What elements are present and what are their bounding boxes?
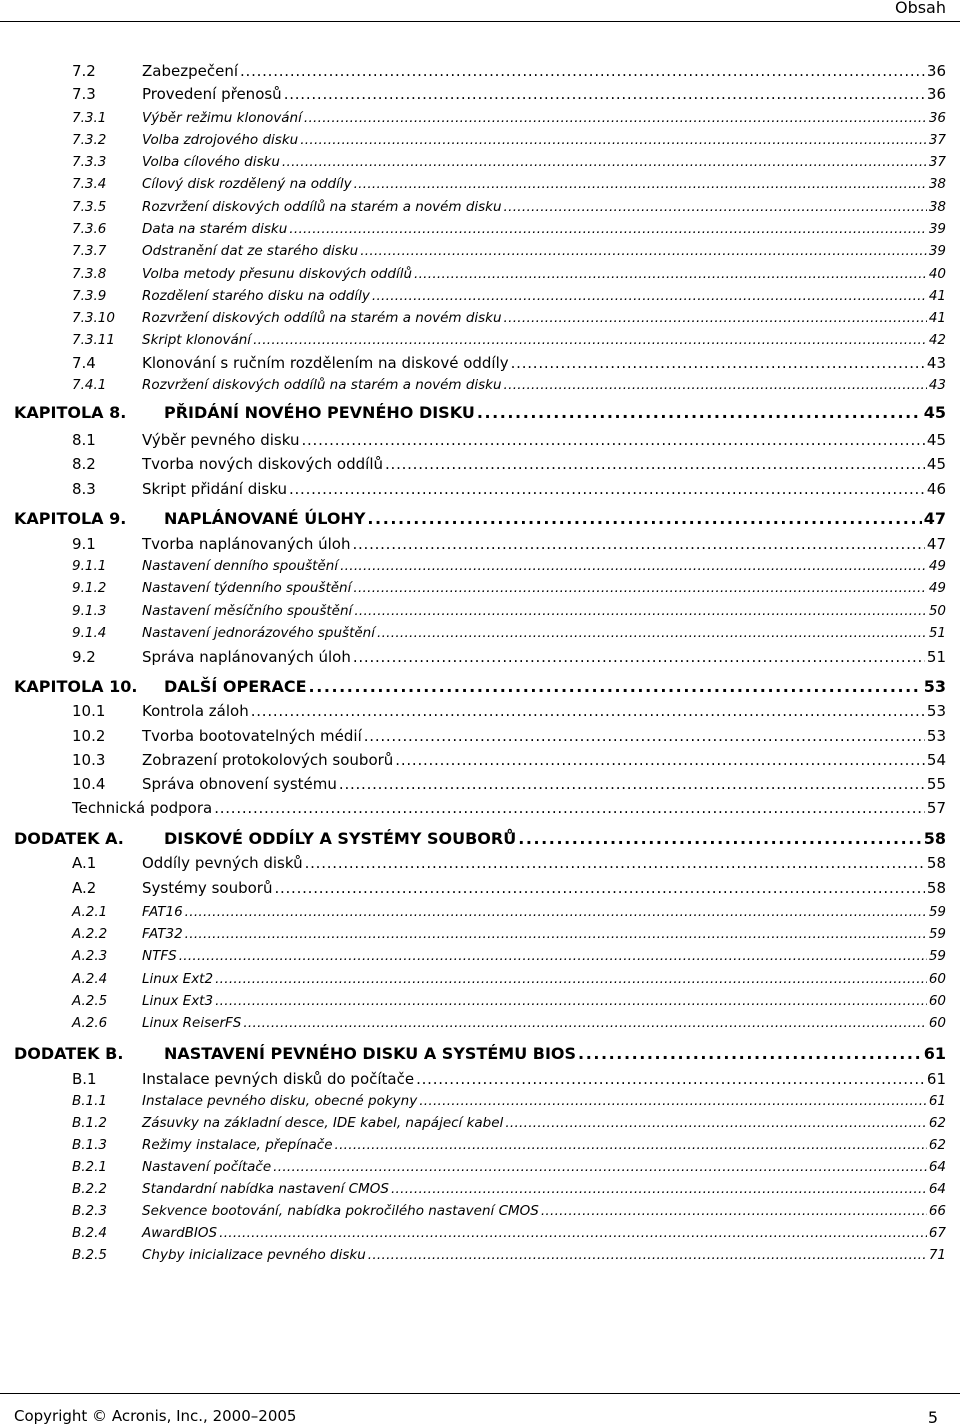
toc-entry-page[interactable]: 58 xyxy=(923,829,946,848)
toc-entry[interactable] xyxy=(0,332,960,348)
toc-entry-page[interactable]: 39 xyxy=(928,243,946,259)
toc-entry-page[interactable]: 55 xyxy=(926,775,946,793)
toc-dot-leader xyxy=(368,1247,927,1263)
toc-entry[interactable] xyxy=(0,480,960,498)
toc-entry-number: B.2.2 xyxy=(72,1181,108,1197)
toc-dot-leader xyxy=(504,199,927,215)
toc-entry-number: 7.3.11 xyxy=(72,332,115,348)
toc-entry-page[interactable]: 67 xyxy=(928,1225,946,1241)
toc-entry-page[interactable]: 71 xyxy=(928,1247,946,1263)
toc-entry-title[interactable]: Standardní nabídka nastavení CMOS xyxy=(142,1181,389,1197)
toc-entry-title[interactable]: PŘIDÁNÍ NOVÉHO PEVNÉHO DISKU xyxy=(164,403,475,422)
toc-entry-number: 7.3.2 xyxy=(72,132,107,148)
toc-entry-title[interactable]: AwardBIOS xyxy=(142,1225,218,1241)
toc-entry-page[interactable]: 45 xyxy=(923,403,946,422)
toc-dot-leader xyxy=(504,310,927,326)
toc-entry-number: B.2.5 xyxy=(72,1247,108,1263)
toc-entry[interactable] xyxy=(0,775,960,793)
toc-dot-leader xyxy=(289,480,925,498)
toc-entry[interactable] xyxy=(0,829,960,848)
toc-entry[interactable] xyxy=(0,625,960,641)
toc-entry-number: DODATEK B. xyxy=(14,1044,124,1063)
toc-entry[interactable] xyxy=(0,310,960,326)
toc-entry-number: 7.3.9 xyxy=(72,288,107,304)
toc-entry-title[interactable]: Tvorba nových diskových oddílů xyxy=(142,455,383,473)
toc-entry-number: 7.4.1 xyxy=(72,377,107,393)
toc-entry-title[interactable]: Systémy souborů xyxy=(142,879,273,897)
toc-entry[interactable] xyxy=(0,971,960,987)
toc-entry[interactable] xyxy=(0,799,960,817)
toc-entry-title[interactable]: Instalace pevného disku, obecné pokyny xyxy=(142,1093,418,1109)
toc-entry[interactable] xyxy=(0,948,960,964)
toc-entry-page[interactable]: 47 xyxy=(926,535,946,553)
footer-rule xyxy=(0,1393,960,1394)
toc-entry[interactable] xyxy=(0,727,960,745)
toc-entry-title[interactable]: Volba zdrojového disku xyxy=(142,132,299,148)
toc-entry[interactable] xyxy=(0,199,960,215)
toc-entry-title[interactable]: Sekvence bootování, nabídka pokročilého nastavení CMOS xyxy=(142,1203,539,1219)
toc-entry-title[interactable]: Správa obnovení systému xyxy=(142,775,337,793)
toc-dot-leader xyxy=(414,266,927,282)
toc-dot-leader xyxy=(339,775,925,793)
toc-dot-leader xyxy=(372,288,927,304)
toc-entry-number: B.1.1 xyxy=(72,1093,108,1109)
toc-dot-leader xyxy=(364,727,925,745)
toc-entry-number: 8.3 xyxy=(72,480,96,498)
toc-entry-number: 7.4 xyxy=(72,354,96,372)
toc-entry-number: B.1.2 xyxy=(72,1115,108,1131)
toc-entry-page[interactable]: 57 xyxy=(926,799,946,817)
toc-entry-number: 9.1.1 xyxy=(72,558,107,574)
toc-dot-leader xyxy=(353,580,926,596)
toc-entry-page[interactable]: 54 xyxy=(926,751,946,769)
toc-entry[interactable] xyxy=(0,110,960,126)
toc-entry-number: 10.2 xyxy=(72,727,106,745)
toc-entry[interactable] xyxy=(0,431,960,449)
toc-entry-page[interactable]: 62 xyxy=(928,1115,946,1131)
toc-entry[interactable] xyxy=(0,535,960,553)
toc-entry-page[interactable]: 51 xyxy=(928,625,946,641)
toc-entry-title[interactable]: Chyby inicializace pevného disku xyxy=(142,1247,366,1263)
toc-entry[interactable] xyxy=(0,702,960,720)
toc-entry[interactable] xyxy=(0,132,960,148)
toc-entry-title[interactable]: Volba cílového disku xyxy=(142,154,280,170)
toc-entry[interactable] xyxy=(0,926,960,942)
toc-dot-leader xyxy=(215,971,927,987)
toc-entry-page[interactable]: 61 xyxy=(926,1070,946,1088)
toc-entry-page[interactable]: 42 xyxy=(928,332,946,348)
toc-entry-page[interactable]: 36 xyxy=(926,62,946,80)
toc-entry[interactable] xyxy=(0,354,960,372)
toc-entry-number: 10.4 xyxy=(72,775,106,793)
toc-dot-leader xyxy=(354,176,927,192)
toc-entry-number: 7.2 xyxy=(72,62,96,80)
toc-entry[interactable] xyxy=(0,854,960,872)
toc-dot-leader xyxy=(304,110,927,126)
toc-dot-leader xyxy=(360,243,927,259)
toc-dot-leader xyxy=(477,403,922,422)
toc-entry-page[interactable]: 49 xyxy=(928,580,946,596)
toc-entry-title[interactable]: Tvorba bootovatelných médií xyxy=(142,727,362,745)
toc-dot-leader xyxy=(289,221,927,237)
toc-dot-leader xyxy=(518,829,922,848)
toc-entry-page[interactable]: 53 xyxy=(926,727,946,745)
toc-entry-page[interactable]: 36 xyxy=(926,85,946,103)
toc-entry-title[interactable]: Klonování s ručním rozdělením na diskové oddíly xyxy=(142,354,509,372)
toc-entry-page[interactable]: 46 xyxy=(926,480,946,498)
toc-dot-leader xyxy=(504,377,927,393)
toc-entry-page[interactable]: 61 xyxy=(923,1044,946,1063)
toc-dot-leader xyxy=(377,625,927,641)
toc-entry-number: B.2.3 xyxy=(72,1203,108,1219)
toc-entry[interactable] xyxy=(0,288,960,304)
toc-dot-leader xyxy=(385,455,925,473)
toc-dot-leader xyxy=(305,854,925,872)
toc-entry-number: 9.2 xyxy=(72,648,96,666)
toc-entry-number: B.1 xyxy=(72,1070,97,1088)
toc-entry-number: A.2.5 xyxy=(72,993,108,1009)
toc-entry-title[interactable]: Tvorba naplánovaných úloh xyxy=(142,535,351,553)
toc-entry-number: 7.3.3 xyxy=(72,154,107,170)
toc-entry-page[interactable]: 53 xyxy=(926,702,946,720)
toc-entry-number: 9.1.2 xyxy=(72,580,107,596)
toc-entry[interactable] xyxy=(0,1203,960,1219)
toc-entry-title[interactable]: Data na starém disku xyxy=(142,221,288,237)
toc-entry-page[interactable]: 51 xyxy=(926,648,946,666)
toc-entry-title[interactable]: Provedení přenosů xyxy=(142,85,282,103)
toc-entry-page[interactable]: 61 xyxy=(928,1093,946,1109)
toc-dot-leader xyxy=(301,431,924,449)
toc-entry[interactable] xyxy=(0,266,960,282)
toc-dot-leader xyxy=(179,948,927,964)
toc-entry[interactable] xyxy=(0,1093,960,1109)
toc-entry[interactable] xyxy=(0,1015,960,1031)
toc-entry-page[interactable]: 37 xyxy=(928,154,946,170)
toc-entry[interactable] xyxy=(0,1137,960,1153)
toc-entry-number: A.2.6 xyxy=(72,1015,108,1031)
toc-entry[interactable] xyxy=(0,879,960,897)
toc-entry-title[interactable]: NTFS xyxy=(142,948,177,964)
toc-entry-title[interactable]: Rozvržení diskových oddílů na starém a novém disku xyxy=(142,377,502,393)
toc-entry[interactable] xyxy=(0,1070,960,1088)
toc-entry-page[interactable]: 60 xyxy=(928,993,946,1009)
footer-page-number: 5 xyxy=(927,1408,938,1427)
header-section-label: Obsah xyxy=(894,0,946,17)
toc-dot-leader xyxy=(253,332,927,348)
toc-entry-page[interactable]: 43 xyxy=(928,377,946,393)
toc-entry-page[interactable]: 59 xyxy=(928,926,946,942)
toc-dot-leader xyxy=(335,1137,927,1153)
toc-entry-title[interactable]: Rozvržení diskových oddílů na starém a novém disku xyxy=(142,199,502,215)
toc-entry-title[interactable]: Správa naplánovaných úloh xyxy=(142,648,351,666)
toc-entry-page[interactable]: 59 xyxy=(928,904,946,920)
toc-entry[interactable] xyxy=(0,85,960,103)
toc-dot-leader xyxy=(251,702,925,720)
toc-entry-page[interactable]: 49 xyxy=(928,558,946,574)
toc-dot-leader xyxy=(273,1159,927,1175)
toc-entry-page[interactable]: 60 xyxy=(928,971,946,987)
toc-entry-number: 10.1 xyxy=(72,702,106,720)
toc-entry-page[interactable]: 47 xyxy=(923,509,946,528)
toc-entry[interactable] xyxy=(0,509,960,528)
toc-entry-page[interactable]: 50 xyxy=(928,603,946,619)
toc-entry-page[interactable]: 36 xyxy=(928,110,946,126)
toc-entry-number: 7.3.4 xyxy=(72,176,107,192)
toc-dot-leader xyxy=(243,1015,926,1031)
toc-entry-number: 7.3 xyxy=(72,85,96,103)
toc-entry-number: 8.2 xyxy=(72,455,96,473)
toc-entry-page[interactable]: 38 xyxy=(928,199,946,215)
toc-entry-number: 7.3.5 xyxy=(72,199,107,215)
toc-dot-leader xyxy=(578,1044,922,1063)
toc-dot-leader xyxy=(340,558,927,574)
toc-dot-leader xyxy=(215,993,927,1009)
toc-entry-title[interactable]: Linux ReiserFS xyxy=(142,1015,242,1031)
toc-entry-title[interactable]: Skript přidání disku xyxy=(142,480,287,498)
toc-entry-title[interactable]: Skript klonování xyxy=(142,332,252,348)
toc-entry-title[interactable]: Instalace pevných disků do počítače xyxy=(142,1070,415,1088)
toc-entry-number: DODATEK A. xyxy=(14,829,124,848)
toc-entry-title[interactable]: Nastavení jednorázového spuštění xyxy=(142,625,375,641)
toc-entry-title[interactable]: Režimy instalace, přepínače xyxy=(142,1137,333,1153)
toc-entry-page[interactable]: 38 xyxy=(928,176,946,192)
toc-entry-title[interactable]: Odstranění dat ze starého disku xyxy=(142,243,359,259)
toc-dot-leader xyxy=(416,1070,925,1088)
toc-dot-leader xyxy=(284,85,925,103)
toc-entry-number: 7.3.10 xyxy=(72,310,115,326)
toc-entry-number: 9.1.4 xyxy=(72,625,107,641)
toc-entry-number: A.2.1 xyxy=(72,904,108,920)
toc-dot-leader xyxy=(240,62,925,80)
toc-entry[interactable] xyxy=(0,243,960,259)
toc-entry[interactable] xyxy=(0,455,960,473)
toc-entry-page[interactable]: 62 xyxy=(928,1137,946,1153)
toc-entry[interactable] xyxy=(0,993,960,1009)
toc-entry-title[interactable]: DALŠÍ OPERACE xyxy=(164,677,307,696)
toc-dot-leader xyxy=(309,677,922,696)
toc-dot-leader xyxy=(352,535,924,553)
toc-dot-leader xyxy=(185,926,927,942)
toc-dot-leader xyxy=(300,132,927,148)
toc-entry-number: A.2.4 xyxy=(72,971,108,987)
toc-entry[interactable] xyxy=(0,377,960,393)
toc-entry-number: 9.1.3 xyxy=(72,603,107,619)
toc-entry[interactable] xyxy=(0,154,960,170)
toc-entry[interactable] xyxy=(0,403,960,422)
toc-entry-number: KAPITOLA 9. xyxy=(14,509,127,528)
toc-dot-leader xyxy=(185,904,927,920)
toc-entry-page[interactable]: 53 xyxy=(923,677,946,696)
toc-entry-title[interactable]: Technická podpora xyxy=(72,799,213,817)
toc-entry-title[interactable]: Rozvržení diskových oddílů na starém a novém disku xyxy=(142,310,502,326)
toc-entry-page[interactable]: 58 xyxy=(926,879,946,897)
toc-entry-page[interactable]: 40 xyxy=(928,266,946,282)
toc-entry-title[interactable]: Linux Ext3 xyxy=(142,993,214,1009)
toc-entry-title[interactable]: Linux Ext2 xyxy=(142,971,214,987)
toc-entry-number: KAPITOLA 8. xyxy=(14,403,127,422)
toc-entry-title[interactable]: DISKOVÉ ODDÍLY A SYSTÉMY SOUBORŮ xyxy=(164,829,517,848)
toc-entry[interactable] xyxy=(0,677,960,696)
toc-dot-leader xyxy=(391,1181,927,1197)
toc-entry-page[interactable]: 66 xyxy=(928,1203,946,1219)
toc-dot-leader xyxy=(367,509,921,528)
toc-entry[interactable] xyxy=(0,1181,960,1197)
toc-entry-page[interactable]: 37 xyxy=(928,132,946,148)
toc-entry-number: A.2.2 xyxy=(72,926,108,942)
toc-entry-title[interactable]: Nastavení měsíčního spouštění xyxy=(142,603,353,619)
toc-entry-title[interactable]: Cílový disk rozdělený na oddíly xyxy=(142,176,352,192)
toc-entry-number: A.2 xyxy=(72,879,97,897)
toc-entry[interactable] xyxy=(0,176,960,192)
toc-entry-title[interactable]: FAT32 xyxy=(142,926,183,942)
toc-dot-leader xyxy=(395,751,925,769)
toc-entry[interactable] xyxy=(0,580,960,596)
toc-entry-title[interactable]: Rozdělení starého disku na oddíly xyxy=(142,288,370,304)
toc-entry-title[interactable]: FAT16 xyxy=(142,904,183,920)
toc-entry-page[interactable]: 41 xyxy=(928,288,946,304)
toc-dot-leader xyxy=(354,603,927,619)
footer-copyright: Copyright © Acronis, Inc., 2000–2005 xyxy=(14,1407,297,1425)
toc-entry-number: A.1 xyxy=(72,854,97,872)
toc-entry-title[interactable]: Výběr pevného disku xyxy=(142,431,300,449)
toc-entry-title[interactable]: Kontrola záloh xyxy=(142,702,249,720)
toc-entry[interactable] xyxy=(0,648,960,666)
toc-entry-page[interactable]: 39 xyxy=(928,221,946,237)
toc-entry[interactable] xyxy=(0,1247,960,1263)
toc-entry-title[interactable]: NAPLÁNOVANÉ ÚLOHY xyxy=(164,509,366,528)
toc-entry-page[interactable]: 64 xyxy=(928,1181,946,1197)
toc-entry[interactable] xyxy=(0,603,960,619)
toc-entry-title[interactable]: NASTAVENÍ PEVNÉHO DISKU A SYSTÉMU BIOS xyxy=(164,1044,577,1063)
toc-entry[interactable] xyxy=(0,1044,960,1063)
toc-entry-page[interactable]: 41 xyxy=(928,310,946,326)
toc-entry-number: 8.1 xyxy=(72,431,96,449)
toc-entry-page[interactable]: 45 xyxy=(926,455,946,473)
toc-entry-title[interactable]: Výběr režimu klonování xyxy=(142,110,302,126)
toc-dot-leader xyxy=(505,1115,927,1131)
toc-entry[interactable] xyxy=(0,1115,960,1131)
toc-dot-leader xyxy=(353,648,925,666)
toc-entry-number: B.2.1 xyxy=(72,1159,108,1175)
toc-dot-leader xyxy=(219,1225,927,1241)
toc-entry-page[interactable]: 60 xyxy=(928,1015,946,1031)
toc-entry-number: B.2.4 xyxy=(72,1225,108,1241)
toc-entry[interactable] xyxy=(0,1225,960,1241)
toc-dot-leader xyxy=(541,1203,927,1219)
toc-entry-page[interactable]: 64 xyxy=(928,1159,946,1175)
toc-entry[interactable] xyxy=(0,751,960,769)
toc-entry-number: 7.3.6 xyxy=(72,221,107,237)
toc-dot-leader xyxy=(511,354,925,372)
toc-entry-page[interactable]: 43 xyxy=(926,354,946,372)
toc-entry-number: 9.1 xyxy=(72,535,96,553)
toc-entry-number: 7.3.8 xyxy=(72,266,107,282)
toc-entry[interactable] xyxy=(0,558,960,574)
toc-entry-title[interactable]: Oddíly pevných disků xyxy=(142,854,303,872)
toc-entry[interactable] xyxy=(0,62,960,80)
toc-entry-number: B.1.3 xyxy=(72,1137,108,1153)
toc-entry-number: 7.3.7 xyxy=(72,243,107,259)
toc-dot-leader xyxy=(282,154,927,170)
toc-entry-page[interactable]: 58 xyxy=(926,854,946,872)
toc-entry-title[interactable]: Nastavení denního spouštění xyxy=(142,558,339,574)
toc-entry-number: 10.3 xyxy=(72,751,106,769)
toc-entry-page[interactable]: 59 xyxy=(928,948,946,964)
toc-entry-title[interactable]: Zabezpečení xyxy=(142,62,238,80)
toc-entry[interactable] xyxy=(0,221,960,237)
toc-entry[interactable] xyxy=(0,1159,960,1175)
toc-entry-title[interactable]: Nastavení týdenního spouštění xyxy=(142,580,352,596)
toc-dot-leader xyxy=(214,799,925,817)
toc-dot-leader xyxy=(419,1093,927,1109)
toc-entry-number: 7.3.1 xyxy=(72,110,107,126)
toc-entry-title[interactable]: Zobrazení protokolových souborů xyxy=(142,751,394,769)
toc-entry-number: KAPITOLA 10. xyxy=(14,677,138,696)
toc-dot-leader xyxy=(274,879,924,897)
toc-entry-title[interactable]: Nastavení počítače xyxy=(142,1159,272,1175)
toc-entry-number: A.2.3 xyxy=(72,948,108,964)
toc-entry-title[interactable]: Zásuvky na základní desce, IDE kabel, napájecí kabel xyxy=(142,1115,504,1131)
toc-entry-title[interactable]: Volba metody přesunu diskových oddílů xyxy=(142,266,412,282)
toc-entry[interactable] xyxy=(0,904,960,920)
toc-entry-page[interactable]: 45 xyxy=(926,431,946,449)
